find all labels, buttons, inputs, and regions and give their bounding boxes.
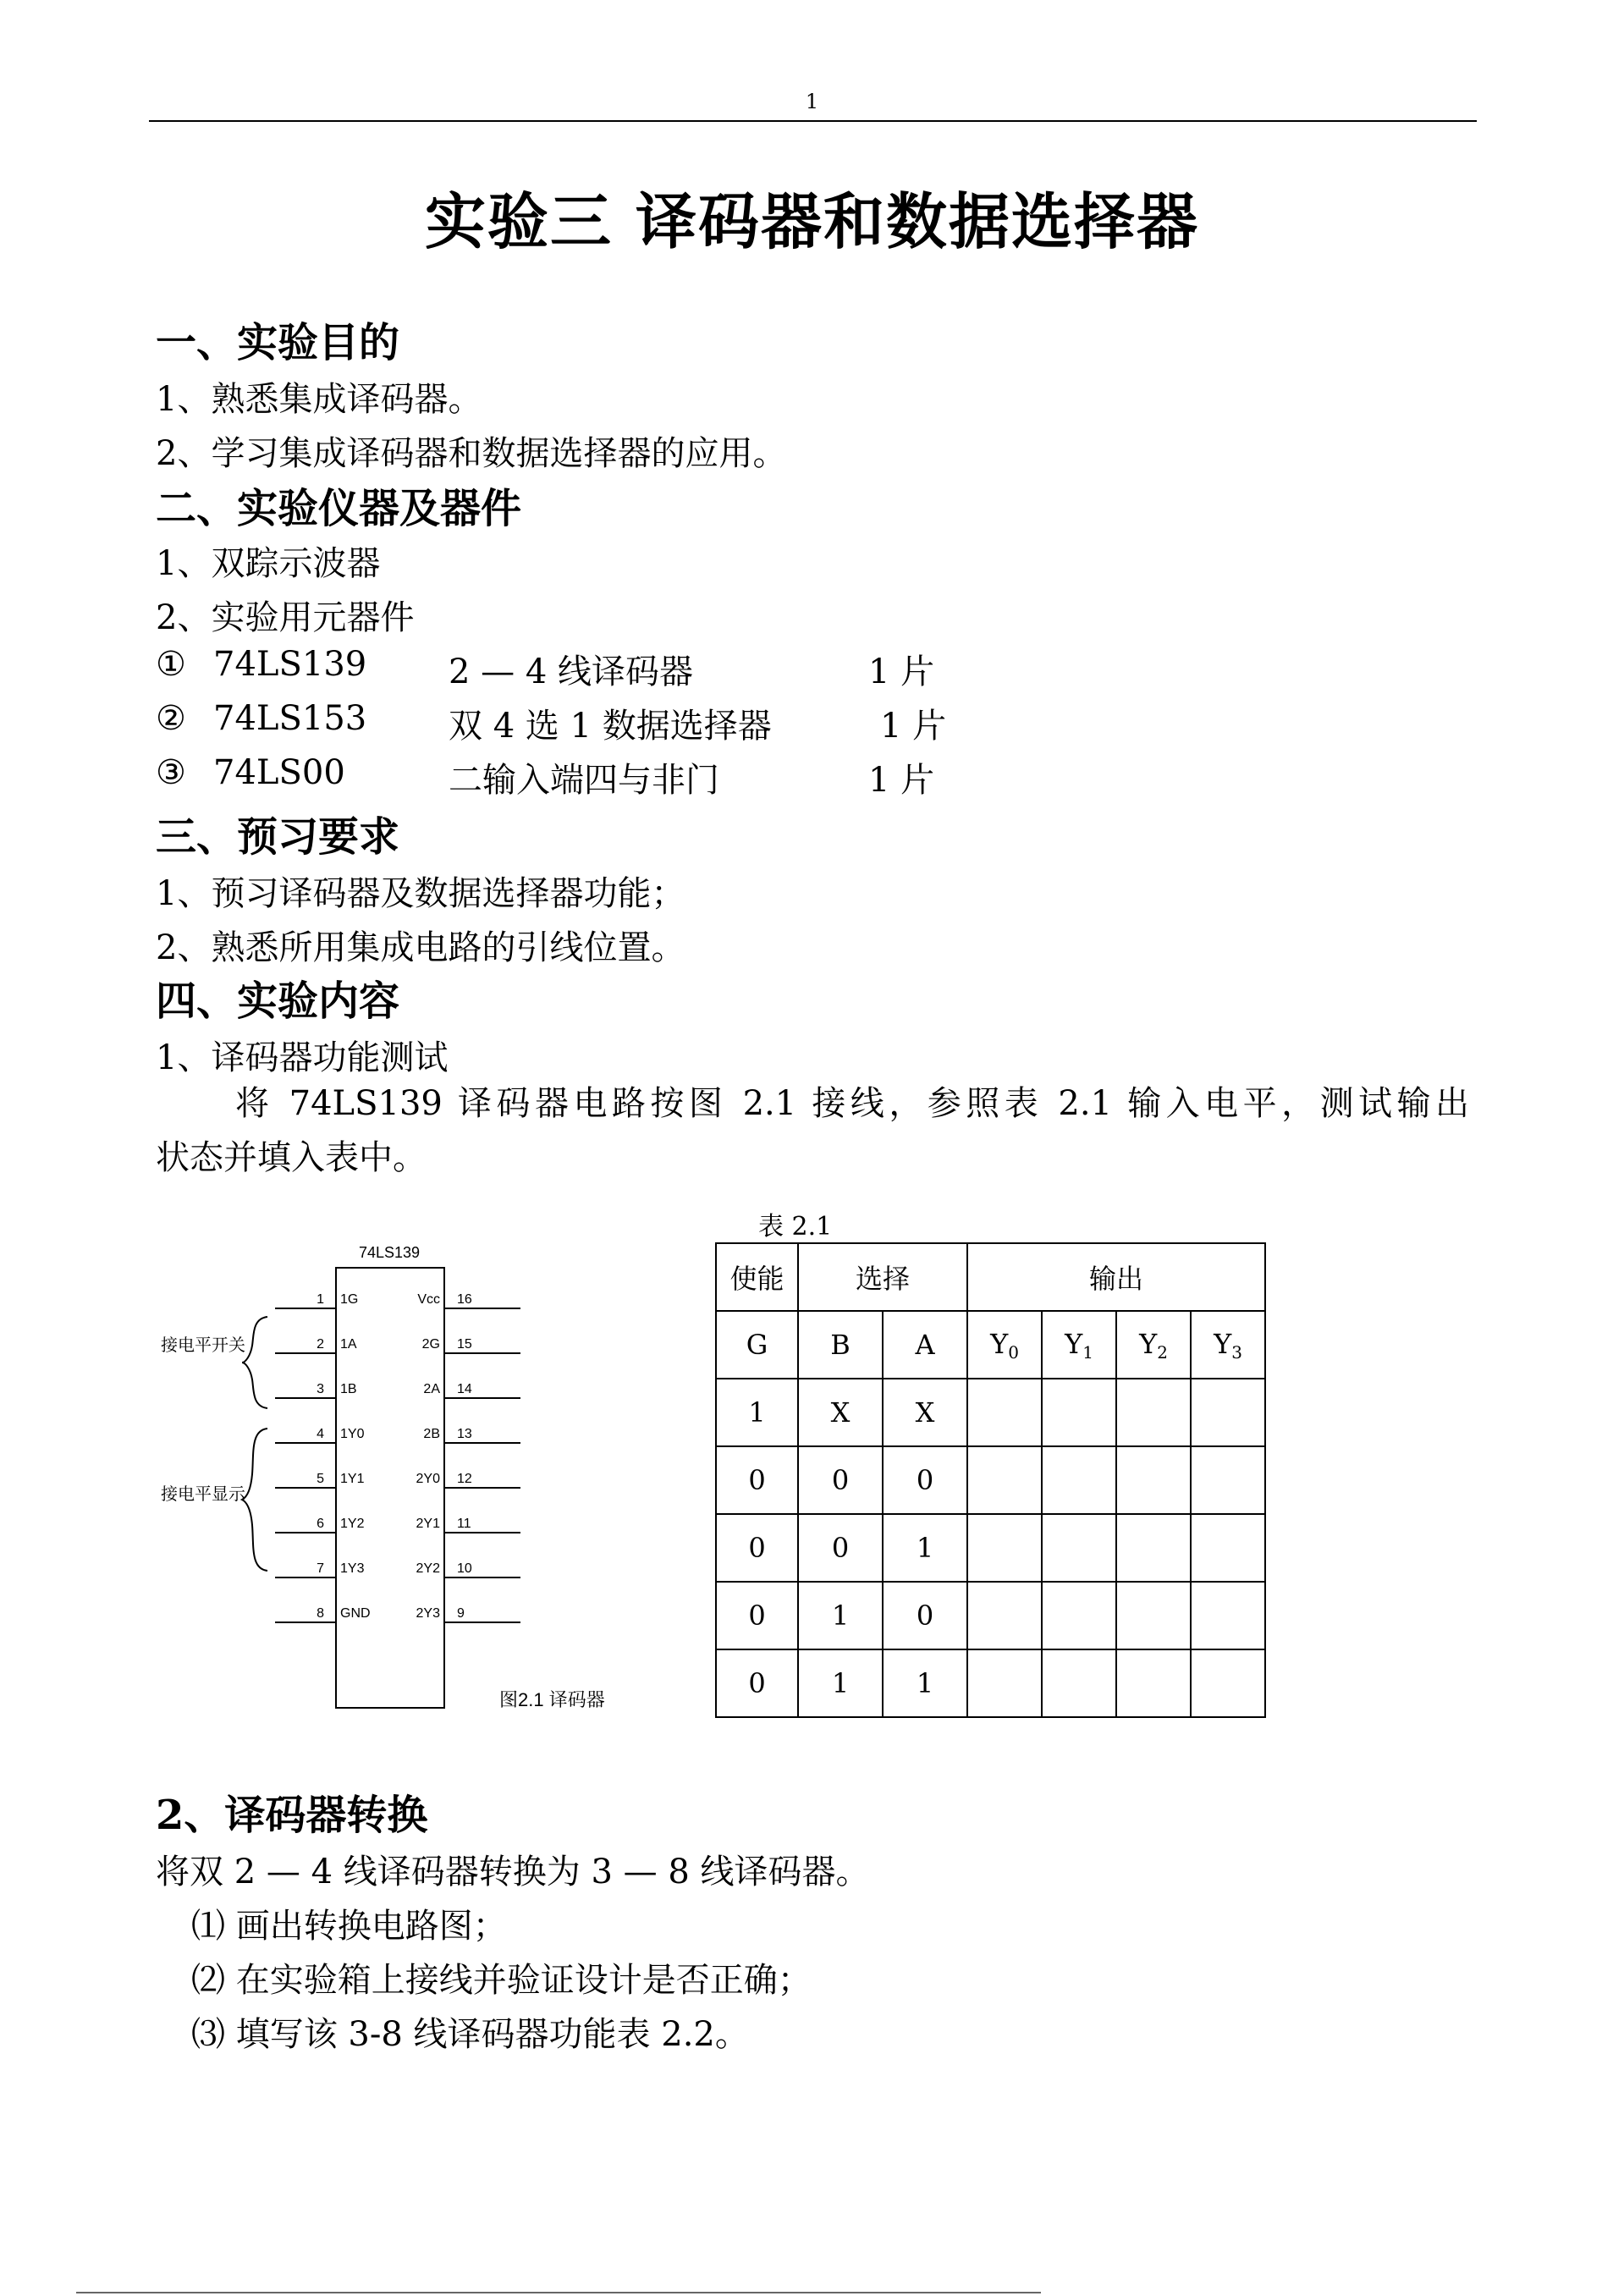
subsection-title: 1、译码器功能测试 <box>156 1038 449 1077</box>
output-cell[interactable] <box>1042 1379 1116 1446</box>
pin-label: 2A <box>423 1382 440 1396</box>
pin-label: 2G <box>421 1337 440 1352</box>
list-item: 2、熟悉所用集成电路的引线位置。 <box>156 928 685 967</box>
subsection-heading-conversion: 2、译码器转换 <box>156 1792 428 1839</box>
figure-caption: 图2.1 译码器 <box>499 1689 605 1710</box>
table-row <box>716 1514 1265 1582</box>
output-cell[interactable] <box>967 1379 1042 1446</box>
pin-number: 14 <box>457 1382 472 1396</box>
pin-label: 2Y3 <box>416 1606 440 1621</box>
header-output: 输出 <box>967 1243 1265 1311</box>
pin-number: 15 <box>457 1337 472 1352</box>
table-cell: 0 <box>716 1446 798 1514</box>
paragraph <box>156 1076 1469 1185</box>
pin-number: 5 <box>317 1472 324 1486</box>
column-header: G <box>716 1311 798 1379</box>
pin-label: Vcc <box>417 1292 440 1307</box>
pin-number: 6 <box>317 1517 324 1531</box>
pin-label: 1G <box>340 1292 359 1307</box>
pin-number: 7 <box>317 1561 324 1576</box>
footer-rule <box>76 2292 1041 2293</box>
header-rule <box>149 120 1477 122</box>
table-cell: X <box>883 1379 967 1446</box>
column-header: $Y_0$ <box>967 1311 1042 1379</box>
output-cell[interactable] <box>1042 1514 1116 1582</box>
pin-number: 2 <box>317 1337 324 1352</box>
column-header: $Y_3$ <box>1191 1311 1265 1379</box>
component-row <box>156 699 947 746</box>
table-cell: 0 <box>883 1582 967 1649</box>
table-header-row <box>716 1243 1265 1311</box>
table-cell: 0 <box>716 1649 798 1717</box>
component-num: ① <box>156 645 186 684</box>
table-cell: 1 <box>798 1649 883 1717</box>
list-item: ⑶ 填写该 3-8 线译码器功能表 2.2。 <box>191 2015 749 2054</box>
component-num: ② <box>156 699 186 738</box>
component-part: 74LS139 <box>213 645 367 684</box>
component-part: 74LS153 <box>213 699 367 738</box>
output-cell[interactable] <box>1116 1649 1191 1717</box>
list-item: ⑴ 画出转换电路图； <box>191 1907 507 1946</box>
pin-label: GND <box>340 1606 371 1621</box>
chip-body <box>336 1268 444 1708</box>
pin-number: 13 <box>457 1427 472 1441</box>
pin-label: 1Y2 <box>340 1517 365 1531</box>
right-pins <box>416 1292 520 1622</box>
component-part: 74LS00 <box>213 753 345 792</box>
list-item: 1、预习译码器及数据选择器功能； <box>156 874 685 913</box>
table-row <box>716 1582 1265 1649</box>
output-cell[interactable] <box>967 1582 1042 1649</box>
chip-name: 74LS139 <box>358 1244 421 1261</box>
output-cell[interactable] <box>967 1514 1042 1582</box>
page-number: 1 <box>805 90 819 113</box>
pin-label: 1Y0 <box>340 1427 365 1441</box>
pin-label: 1Y3 <box>340 1561 365 1576</box>
column-header: $Y_1$ <box>1042 1311 1116 1379</box>
output-cell[interactable] <box>1191 1649 1265 1717</box>
output-cell[interactable] <box>1042 1649 1116 1717</box>
output-cell[interactable] <box>1191 1379 1265 1446</box>
left-pins <box>275 1292 371 1622</box>
header-enable: 使能 <box>716 1243 798 1311</box>
pin-label: 2Y1 <box>416 1517 440 1531</box>
pin-label: 1Y1 <box>340 1472 365 1486</box>
table-column-row <box>716 1311 1265 1379</box>
label-switch: 接电平开关 <box>161 1336 245 1355</box>
output-cell[interactable] <box>1042 1446 1116 1514</box>
pin-number: 9 <box>457 1606 465 1621</box>
output-cell[interactable] <box>1191 1446 1265 1514</box>
pin-number: 4 <box>317 1427 324 1441</box>
paragraph-line: 将 74LS139 译码器电路按图 2.1 接线，参照表 2.1 输入电平，测试输出 <box>235 1084 1469 1123</box>
column-header: A <box>883 1311 967 1379</box>
table-cell: 0 <box>716 1582 798 1649</box>
output-cell[interactable] <box>1116 1446 1191 1514</box>
column-header: B <box>798 1311 883 1379</box>
component-row <box>156 645 935 691</box>
pin-number: 3 <box>317 1382 324 1396</box>
output-cell[interactable] <box>1116 1514 1191 1582</box>
component-desc: 2 — 4 线译码器 <box>449 652 694 691</box>
section-heading-preview: 三、预习要求 <box>156 813 400 861</box>
table-row <box>716 1649 1265 1717</box>
page-title: 实验三 译码器和数据选择器 <box>424 185 1200 257</box>
pin-number: 11 <box>457 1517 471 1531</box>
table-cell: X <box>798 1379 883 1446</box>
output-cell[interactable] <box>1191 1582 1265 1649</box>
list-item: 1、熟悉集成译码器。 <box>156 380 482 419</box>
pin-label: 2Y0 <box>416 1472 440 1486</box>
section-heading-purpose: 一、实验目的 <box>156 319 400 366</box>
list-item: 2、学习集成译码器和数据选择器的应用。 <box>156 434 787 473</box>
pin-label: 1A <box>340 1337 357 1352</box>
pin-label: 1B <box>340 1382 357 1396</box>
component-row <box>156 753 935 800</box>
table-cell: 0 <box>798 1514 883 1582</box>
table-cell: 1 <box>883 1514 967 1582</box>
truth-table <box>715 1242 1266 1718</box>
table-cell: 0 <box>716 1514 798 1582</box>
pin-number: 16 <box>457 1292 472 1307</box>
section-heading-content: 四、实验内容 <box>156 977 400 1025</box>
header-select: 选择 <box>798 1243 967 1311</box>
section-heading-equipment: 二、实验仪器及器件 <box>156 485 522 532</box>
output-cell[interactable] <box>1116 1582 1191 1649</box>
output-cell[interactable] <box>1191 1514 1265 1582</box>
table-cell: 1 <box>716 1379 798 1446</box>
table-cell: 1 <box>883 1649 967 1717</box>
label-display: 接电平显示 <box>161 1485 245 1504</box>
pin-label: 2B <box>423 1427 440 1441</box>
list-item: 2、实验用元器件 <box>156 598 415 637</box>
table-row <box>716 1446 1265 1514</box>
paragraph-line: 状态并填入表中。 <box>156 1138 427 1177</box>
output-cell[interactable] <box>967 1446 1042 1514</box>
table-caption: 表 2.1 <box>758 1212 833 1242</box>
table-cell: 0 <box>798 1446 883 1514</box>
pin-number: 10 <box>457 1561 472 1576</box>
pin-label: 2Y2 <box>416 1561 440 1576</box>
brace-display <box>242 1429 267 1571</box>
list-item: ⑵ 在实验箱上接线并验证设计是否正确； <box>191 1961 812 2000</box>
component-desc: 双 4 选 1 数据选择器 <box>449 707 772 746</box>
pin-number: 8 <box>317 1606 324 1621</box>
component-num: ③ <box>156 753 186 792</box>
paragraph: 将双 2 — 4 线译码器转换为 3 — 8 线译码器。 <box>156 1853 870 1891</box>
brace-switch <box>242 1317 267 1408</box>
pin-number: 1 <box>317 1292 324 1307</box>
pin-number: 12 <box>457 1472 472 1486</box>
chip-diagram <box>161 1242 635 1733</box>
table-cell: 1 <box>798 1582 883 1649</box>
output-cell[interactable] <box>1116 1379 1191 1446</box>
table-cell: 0 <box>883 1446 967 1514</box>
component-qty: 1 片 <box>868 652 935 691</box>
component-desc: 二输入端四与非门 <box>449 761 719 800</box>
output-cell[interactable] <box>1042 1582 1116 1649</box>
component-qty: 1 片 <box>868 761 935 800</box>
column-header: $Y_2$ <box>1116 1311 1191 1379</box>
list-item: 1、双踪示波器 <box>156 544 381 583</box>
output-cell[interactable] <box>967 1649 1042 1717</box>
table-row <box>716 1379 1265 1446</box>
component-qty: 1 片 <box>880 707 947 746</box>
